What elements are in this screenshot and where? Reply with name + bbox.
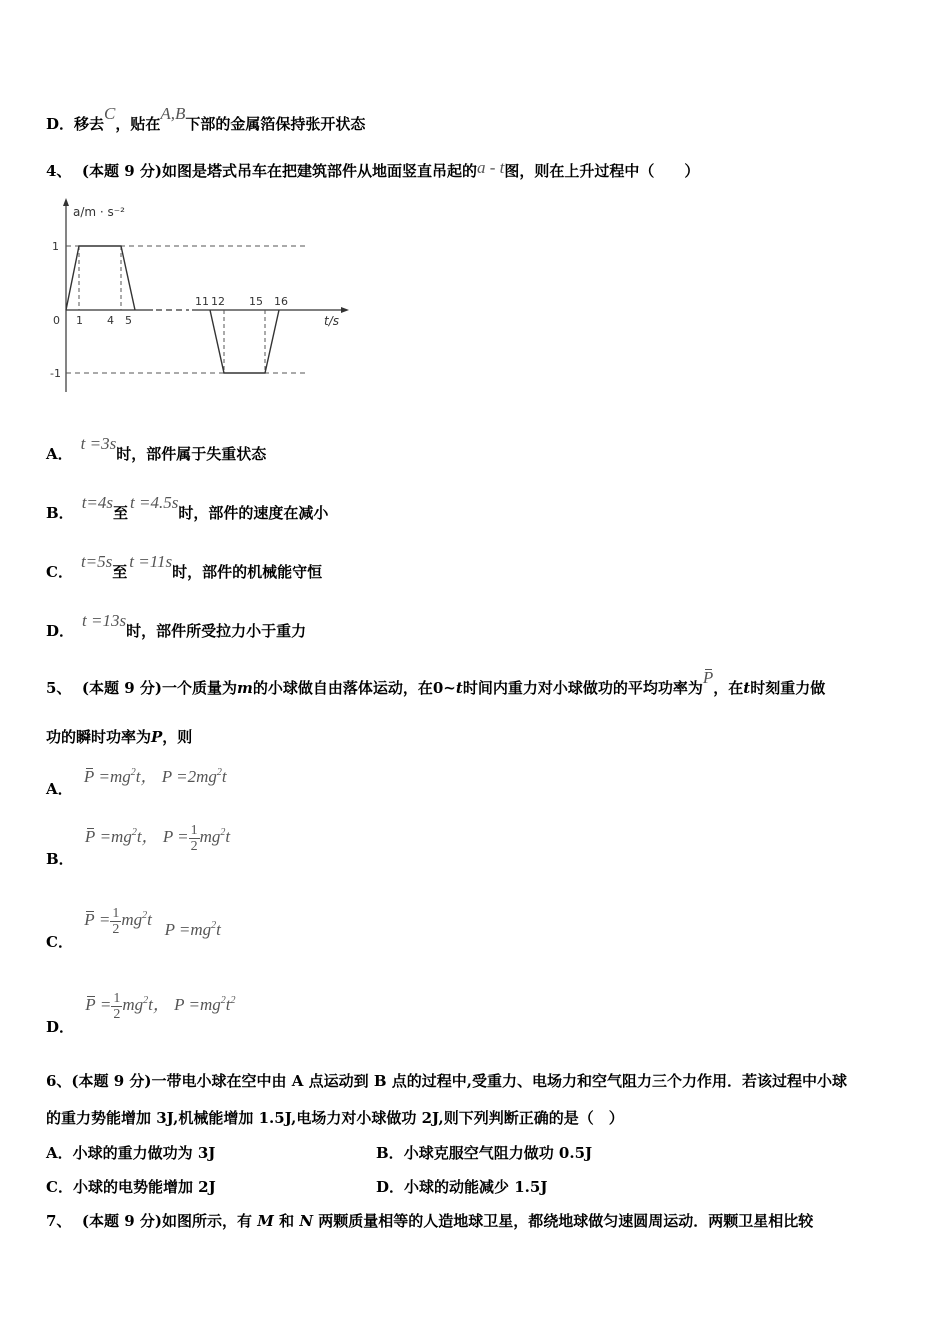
y-tick-1: 1: [52, 240, 59, 253]
q5-option-a[interactable]: A． $P =mg^2t$， $P =2mg^2t$: [46, 767, 227, 798]
q4-option-c[interactable]: C．t=5s至t =11s时，部件的机械能守恒: [46, 552, 323, 581]
q6-option-a[interactable]: A．小球的重力做功为 3J: [46, 1144, 216, 1162]
x-axis-arrow: [341, 307, 349, 313]
math-p-bar: P: [702, 668, 714, 687]
x-tick-11: 11: [195, 295, 209, 308]
x-tick-1: 1: [76, 314, 83, 327]
accel-curve-positive: [66, 246, 135, 310]
y-axis-arrow: [63, 198, 69, 206]
math-ab: A,B: [160, 104, 186, 123]
x-tick-5: 5: [125, 314, 132, 327]
option-label: D．: [46, 115, 75, 133]
q4-stem: 4、 (本题 9 分)如图是塔式吊车在把建筑部件从地面竖直吊起的a - t图，则在上升过程中（ ）: [46, 158, 700, 180]
q5-stem-line2: 功的瞬时功率为P，则: [46, 728, 193, 746]
x-axis-label: t/s: [324, 314, 339, 328]
x-tick-15: 15: [249, 295, 263, 308]
q6-option-d[interactable]: D．小球的动能减少 1.5J: [376, 1178, 548, 1196]
a-t-graph: [46, 192, 366, 402]
x-tick-16: 16: [274, 295, 288, 308]
q3-option-d: D．移去C，贴在A,B下部的金属箔保持张开状态: [46, 104, 366, 133]
q6-option-c[interactable]: C．小球的电势能增加 2J: [46, 1178, 216, 1196]
q4-option-b[interactable]: B．t=4s至t =4.5s时，部件的速度在减小: [46, 493, 329, 522]
y-tick-neg1: -1: [50, 367, 61, 380]
q5-option-c[interactable]: C． P = $\frac{1}{2}$ $mg^2t$ $P =mg^2t$: [46, 906, 221, 952]
q7-stem: 7、 (本题 9 分)如图所示，有 M 和 N 两颗质量相等的人造地球卫星，都绕地球做匀速圆周运动．两颗卫星相比较: [46, 1212, 814, 1230]
q4-option-a[interactable]: A．t =3s时，部件属于失重状态: [46, 434, 267, 463]
q6-option-b[interactable]: B．小球克服空气阻力做功 0.5J: [376, 1144, 593, 1162]
accel-curve-negative: [210, 310, 279, 373]
q6-stem-line1: 6、(本题 9 分)一带电小球在空中由 A 点运动到 B 点的过程中,受重力、电场力和空气阻力三个力作用．若该过程中小球: [46, 1072, 847, 1090]
q4-option-d[interactable]: D．t =13s时，部件所受拉力小于重力: [46, 611, 307, 640]
q5-option-d[interactable]: D． P = $\frac{1}{2}$ $mg^2t$， $P =mg^2t^2$: [46, 990, 236, 1036]
q5-option-b[interactable]: B． $P =mg^2t$， P = $\frac{1}{2}$ $mg^2t$: [46, 822, 231, 868]
math-c: C: [104, 104, 116, 123]
origin-label: 0: [53, 314, 60, 327]
q6-stem-line2: 的重力势能增加 3J,机械能增加 1.5J,电场力对小球做功 2J,则下列判断正确的是（ ）: [46, 1109, 624, 1127]
x-tick-12: 12: [211, 295, 225, 308]
q5-stem-line1: 5、 (本题 9 分)一个质量为m的小球做自由落体运动，在0~t时间内重力对小球做功的平均功率为P，在t时刻重力做: [46, 668, 826, 697]
math-a-t: a - t: [476, 158, 505, 177]
x-tick-4: 4: [107, 314, 114, 327]
y-axis-label: a/m · s⁻²: [73, 205, 125, 219]
